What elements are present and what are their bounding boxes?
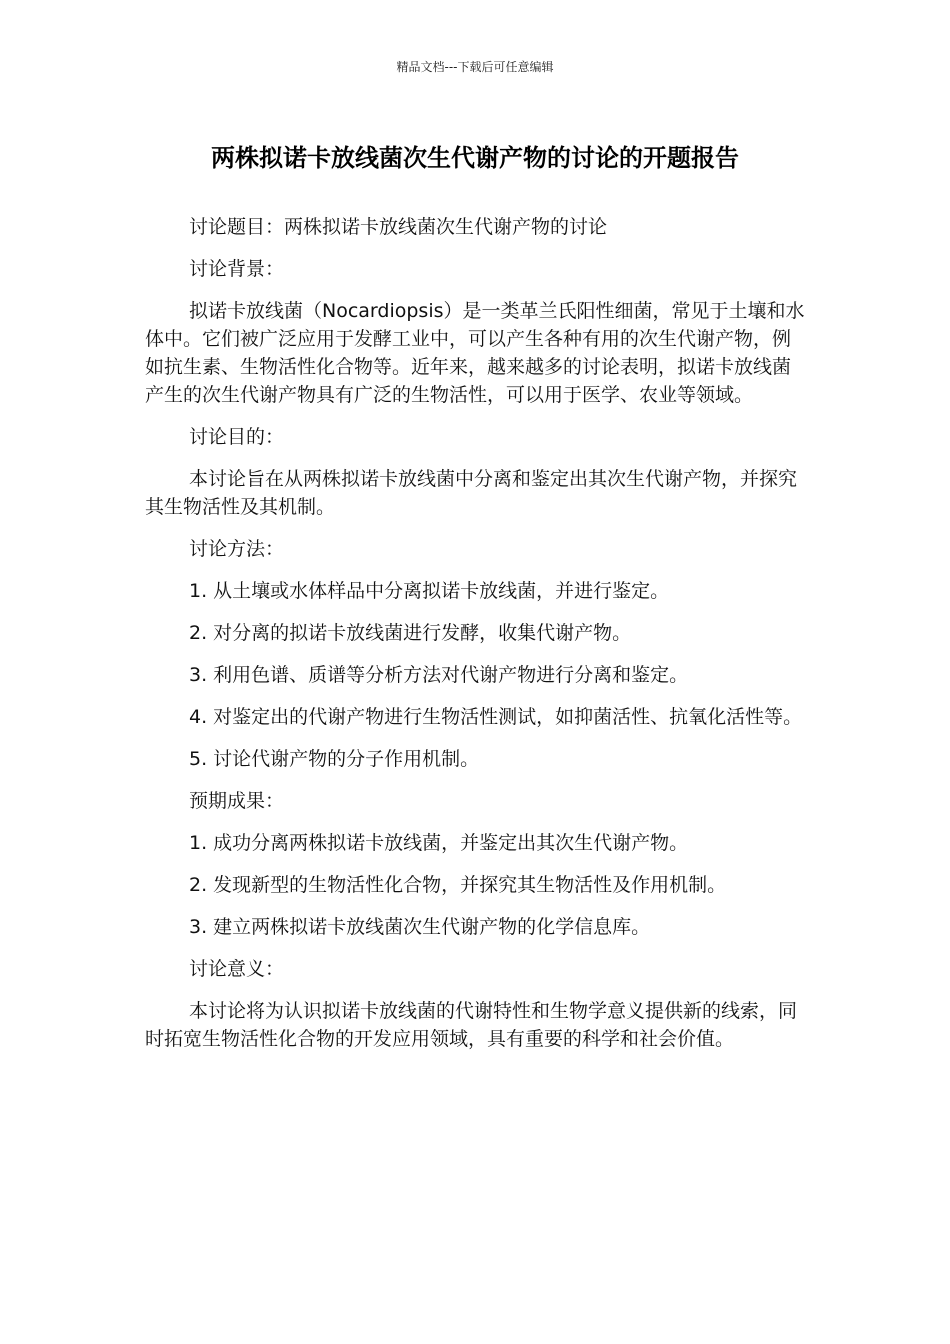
outcome-item-1: 1. 成功分离两株拟诺卡放线菌，并鉴定出其次生代谢产物。: [189, 832, 689, 854]
document-title: 两株拟诺卡放线菌次生代谢产物的讨论的开题报告: [211, 144, 739, 172]
method-item-5: 5. 讨论代谢产物的分子作用机制。: [189, 748, 480, 770]
header-note: 精品文档---下载后可任意编辑: [396, 60, 554, 74]
methods-heading: 讨论方法：: [189, 538, 285, 560]
background-heading: 讨论背景：: [189, 258, 285, 280]
significance-paragraph: 本讨论将为认识拟诺卡放线菌的代谢特性和生物学意义提供新的线索，同时拓宽生物活性化合物的开发应用领域，具有重要的科学和社会价值。: [145, 1000, 798, 1050]
outcomes-heading: 预期成果：: [189, 790, 285, 812]
method-item-4: 4. 对鉴定出的代谢产物进行生物活性测试，如抑菌活性、抗氧化活性等。: [189, 706, 803, 728]
significance-heading: 讨论意义：: [189, 958, 285, 980]
method-item-3: 3. 利用色谱、质谱等分析方法对代谢产物进行分离和鉴定。: [189, 664, 689, 686]
method-item-1: 1. 从土壤或水体样品中分离拟诺卡放线菌，并进行鉴定。: [189, 580, 670, 602]
outcome-item-2: 2. 发现新型的生物活性化合物，并探究其生物活性及作用机制。: [189, 874, 727, 896]
outcome-item-3: 3. 建立两株拟诺卡放线菌次生代谢产物的化学信息库。: [189, 916, 651, 938]
purpose-heading: 讨论目的：: [189, 426, 285, 448]
background-paragraph: 拟诺卡放线菌（Nocardiopsis）是一类革兰氏阳性细菌，常见于土壤和水体中。它们被广泛应用于发酵工业中，可以产生各种有用的次生代谢产物，例如抗生素、生物活性化合物等。近年来，越来越多的讨论表明，拟诺卡放线菌产生的次生代谢产物具有广泛的生物活性，可以用于医学、农业等领域。: [145, 300, 805, 406]
topic-line: 讨论题目：两株拟诺卡放线菌次生代谢产物的讨论: [189, 216, 608, 238]
document-body: [145, 213, 805, 1067]
purpose-paragraph: 本讨论旨在从两株拟诺卡放线菌中分离和鉴定出其次生代谢产物，并探究其生物活性及其机制。: [145, 468, 798, 518]
method-item-2: 2. 对分离的拟诺卡放线菌进行发酵，收集代谢产物。: [189, 622, 632, 644]
